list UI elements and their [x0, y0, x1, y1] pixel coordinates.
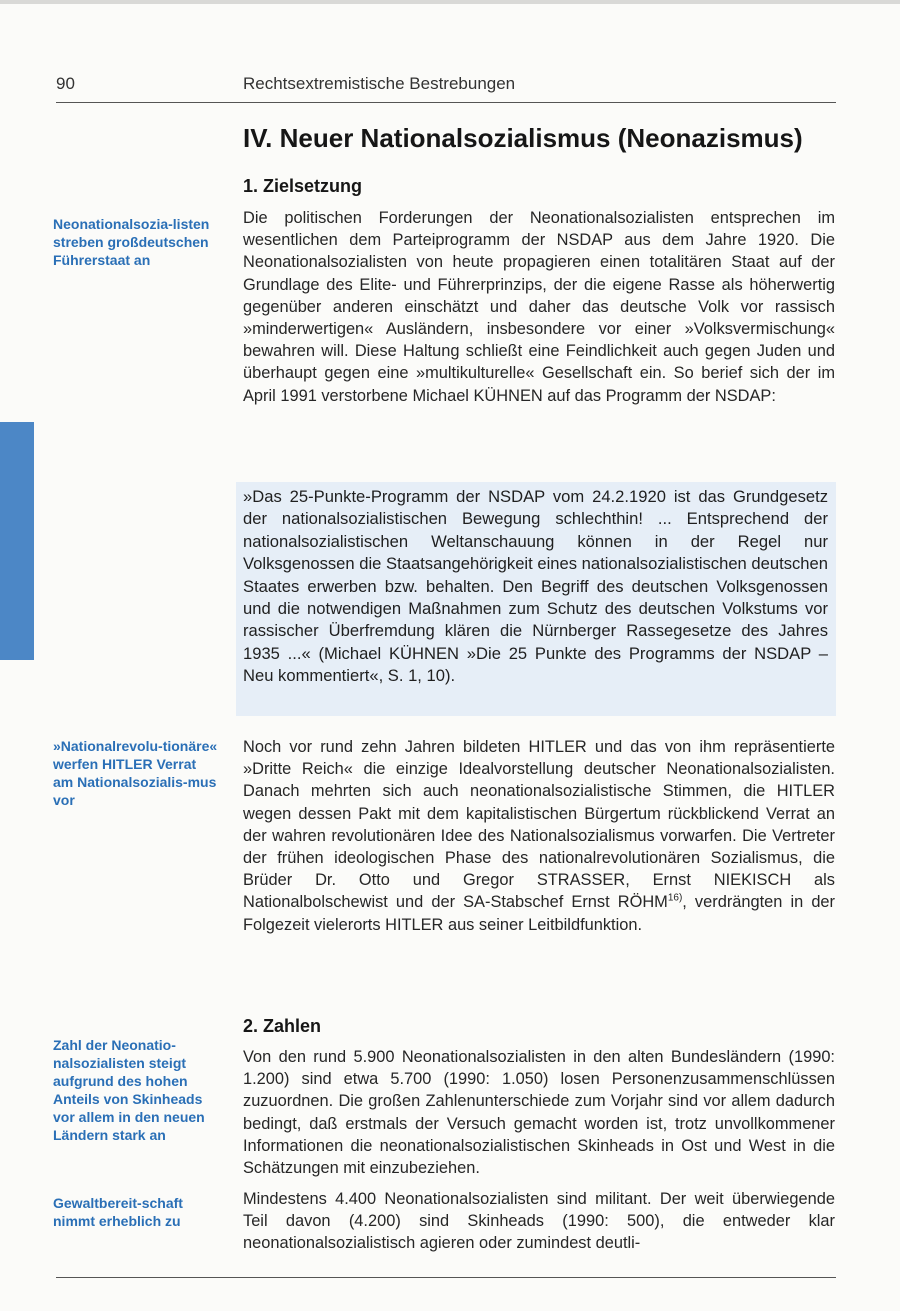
margin-note-3: Zahl der Neonatio-nalsozialisten steigt aufgrund des hohen Anteils von Skinheads vor allem in den neuen Ländern stark an [53, 1037, 205, 1143]
chapter-title: IV. Neuer Nationalsozialismus (Neonazismus) [243, 123, 803, 153]
header-rule [56, 102, 836, 103]
quote-text: »Das 25-Punkte-Programm der NSDAP vom 24.2.1920 ist das Grundgesetz der nationalsozialistischen Bewegung schlechthin! ... Entsprechend der nationalsozialistischen Weltanschauung können in der Regel nur Volksgenossen die Staatsangehörigkeit eines nationalsozialistischen deutschen Staates erwerben bzw. behalten. Den Begriff des deutschen Volksgenossen und die notwendigen Maßnahmen zum Schutz des deutschen Volkstums vor rassischer Überfremdung klären die Nürnberger Rassegesetze des Jahres 1935 ...« (Michael KÜHNEN »Die 25 Punkte des Programms der NSDAP – Neu kommentiert«, S. 1, 10). [243, 487, 828, 686]
margin-note-4: Gewaltbereit-schaft nimmt erheblich zu [53, 1195, 183, 1229]
footnote-reference: 16) [667, 892, 683, 904]
paragraph-zahlen-1: Von den rund 5.900 Neonationalsozialisten in den alten Bundesländern (1990: 1.200) sind etwa 5.700 (1990: 1.050) losen Personenzusammenschlüssen zuzuordnen. Die großen Zahlenunterschiede zum Vorjahr sind vor allem dadurch bedingt, daß erstmals der Versuch gemacht worden ist, trotz unvollkommener Informationen die neonationalsozialistischen Skinheads in Ost und West in die Schätzungen mit einzubeziehen. [243, 1048, 835, 1178]
running-title: Rechtsextremistische Bestrebungen [243, 74, 516, 93]
page-header [56, 74, 836, 102]
page-number: 90 [56, 74, 75, 93]
section-heading-zahlen: 2. Zahlen [243, 1016, 322, 1036]
margin-note-2: »Nationalrevolu-tionäre« werfen HITLER Verrat am Nationalsozialis-mus vor [53, 738, 218, 808]
paragraph-text: Noch vor rund zehn Jahren bildeten HITLER und das von ihm repräsentierte »Dritte Reich« die einzige Idealvorstellung deutscher Neonationalsozialisten. Danach mehrten sich auch neonationalsozialistische Stimmen, die HITLER wegen dessen Pakt mit dem kapitalistischen Bürgertum rückblickend Verrat an der wahren revolutionären Idee des Nationalsozialismus vorwarfen. Die Vertreter der frühen ideologischen Phase des nationalrevolutionären Sozialismus, die Brüder Dr. Otto und Gregor STRASSER, Ernst NIEKISCH als Nationalbolschewist und der SA-Stabschef Ernst RÖHM [243, 738, 835, 912]
blue-margin-bar [0, 422, 34, 660]
quote-block [236, 482, 836, 716]
paragraph-nationalrevolutionaere [243, 736, 835, 936]
top-edge-line [0, 0, 900, 4]
bottom-rule [56, 1277, 836, 1278]
paragraph-zahlen-2: Mindestens 4.400 Neonationalsozialisten sind militant. Der weit überwiegende Teil davon (4.200) sind Skinheads (1990: 500), die entweder klar neonationalsozialistisch agieren oder zumindest deutli- [243, 1190, 835, 1253]
margin-note-1: Neonationalsozia-listen streben großdeutschen Führerstaat an [53, 216, 210, 268]
paragraph-zielsetzung: Die politischen Forderungen der Neonationalsozialisten entsprechen im wesentlichen dem Parteiprogramm der NSDAP aus dem Jahre 1920. Die Neonationalsozialisten von heute propagieren einen totalitären Staat auf der Grundlage des Elite- und Führerprinzips, der die eigene Rasse als höherwertig gegenüber anderen einschätzt und daher das deutsche Volk vor rassisch »minderwertigen« Ausländern, insbesondere vor einer »Volksvermischung« bewahren will. Diese Haltung schließt eine Feindlichkeit auch gegen Juden und überhaupt gegen eine »multikulturelle« Gesellschaft ein. So berief sich der im April 1991 verstorbene Michael KÜHNEN auf das Programm der NSDAP: [243, 209, 835, 405]
section-heading-zielsetzung: 1. Zielsetzung [243, 176, 363, 196]
paragraph-text-continued: , verdrängten in der Folgezeit vielerorts HITLER aus seiner Leitbildfunktion. [243, 893, 836, 934]
